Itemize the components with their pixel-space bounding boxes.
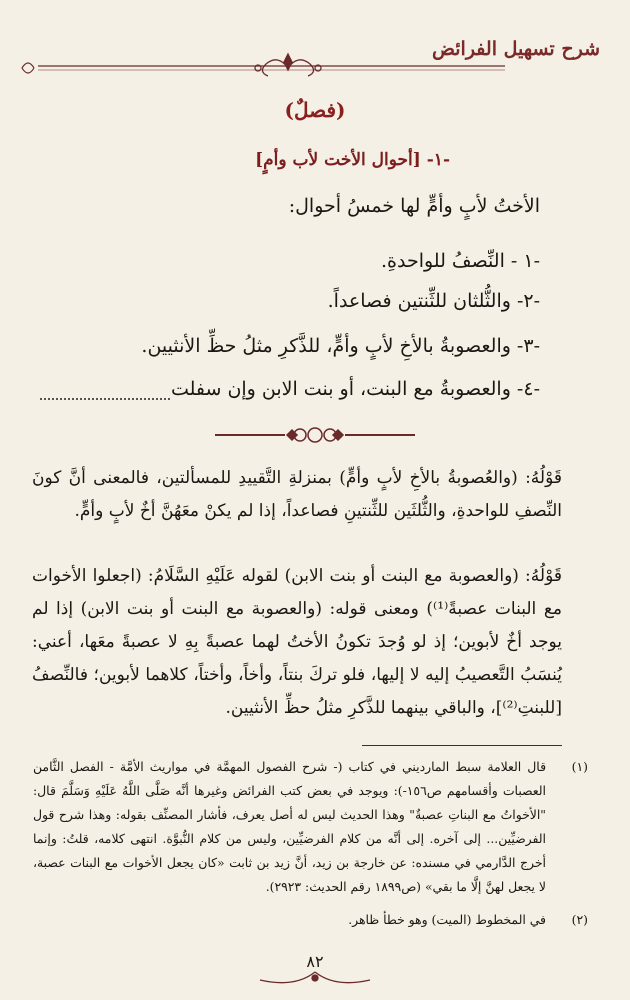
page-number: ٨٢ [306, 952, 324, 971]
matn-item: -١ - النِّصفُ للواحدةِ. [380, 250, 540, 272]
matn-item: -٢- والثُّلثان للثِّنتين فصاعداً. [327, 290, 540, 312]
footnote-number: (١) [571, 759, 588, 774]
matn-item: -٤- والعصوبةُ مع البنت، أو بنت الابن وإن سفلت [170, 378, 540, 400]
matn-intro: الأختُ لأبٍ وأمٍّ لها خمسُ أحوال: [288, 195, 540, 217]
commentary-paragraph: قَوْلُهُ: (والعُصوبةُ بالأخِ لأبٍ وأمٍّ) بمنزلةِ التَّقييدِ للمسألتين، فالمعنى أنَّ كونَ النِّصفِ للواحدةِ، والثُّلثَين للثِّنتينِ فصاعداً، إذا لم يكنْ معَهُنَّ أخٌ لأبٍ وأمٍّ. [32, 468, 562, 521]
footnote [33, 755, 588, 899]
footnote-rule [362, 745, 562, 746]
section-divider-ornament [215, 420, 415, 450]
dotted-leader [40, 396, 170, 400]
footnote [33, 908, 588, 932]
footnote-number: (٢) [571, 912, 588, 927]
footnote-text: في المخطوط (الميت) وهو خطأ ظاهر. [348, 912, 546, 927]
footnote-text: قال العلامة سبط المارديني في كتاب (- شرح الفصول المهمَّة في مواريث الأمَّة - الفصل الثَّامن العصبات وأقسامهم ص١٥٦-): ويوجد في بعض كتب الفرائض وغيرها أنَّه صَلَّى اللَّهُ عَلَيْهِ وَسَلَّمَ قال: "الأخواتُ مع البناتِ عصبةٌ" وهذا الحديث ليس له أصل يعرف، فأشار المصنِّف بقوله: وهذا شرح قول الفرضيِّين... إلى آخره. إلى أنَّه من كلام الفرضيِّين، وليس من كلام النُّبوَّة. انتهى كلامه، قلتُ: وإنما أخرج الدَّارمي في مسنده: عن خارجة بن زيد، أنَّ زيد بن ثابت «كان يجعل الأخوات مع البنات عصبة، لا يجعل لهنَّ إلَّا ما بقي» (ص١٨٩٩ رقم الحديث: ٢٩٢٣). [33, 759, 546, 894]
footer-ornament [250, 968, 380, 990]
sub-heading: -١- [أحوال الأخت لأب وأمٍ] [255, 150, 450, 170]
running-head-title: شرح تسهيل الفرائض [431, 38, 600, 60]
matn-item: -٣- والعصوبةُ بالأخِ لأبٍ وأمٍّ، للذَّكرِ مثلُ حظِّ الأنثيين. [141, 335, 540, 357]
running-head [20, 36, 610, 84]
section-title: (فصلٌ) [284, 98, 346, 122]
commentary-paragraph: قَوْلُهُ: (والعصوبة مع البنت أو بنت الابن) لقوله عَلَيْهِ السَّلَامُ: (اجعلوا الأخوات مع البنات عصبةً⁽¹⁾) ومعنى قوله: (والعصوبة مع البنت أو بنت الابن) إذا لم يوجد أخٌ لأبوين؛ إذ لو وُجدَ تكونُ الأختُ لهما عصبةً بِهِ لا عصبةً معَها، أعني: يُنسَبُ التَّعصيبُ إليه لا إليها، فلو تركَ بنتاً، وأخاً، وأختاً، كلاهما لأبوين؛ فالنِّصفُ [للبنتِ⁽²⁾]، والباقي بينهما للذَّكرِ مثلُ حظِّ الأنثيين. [32, 566, 562, 718]
